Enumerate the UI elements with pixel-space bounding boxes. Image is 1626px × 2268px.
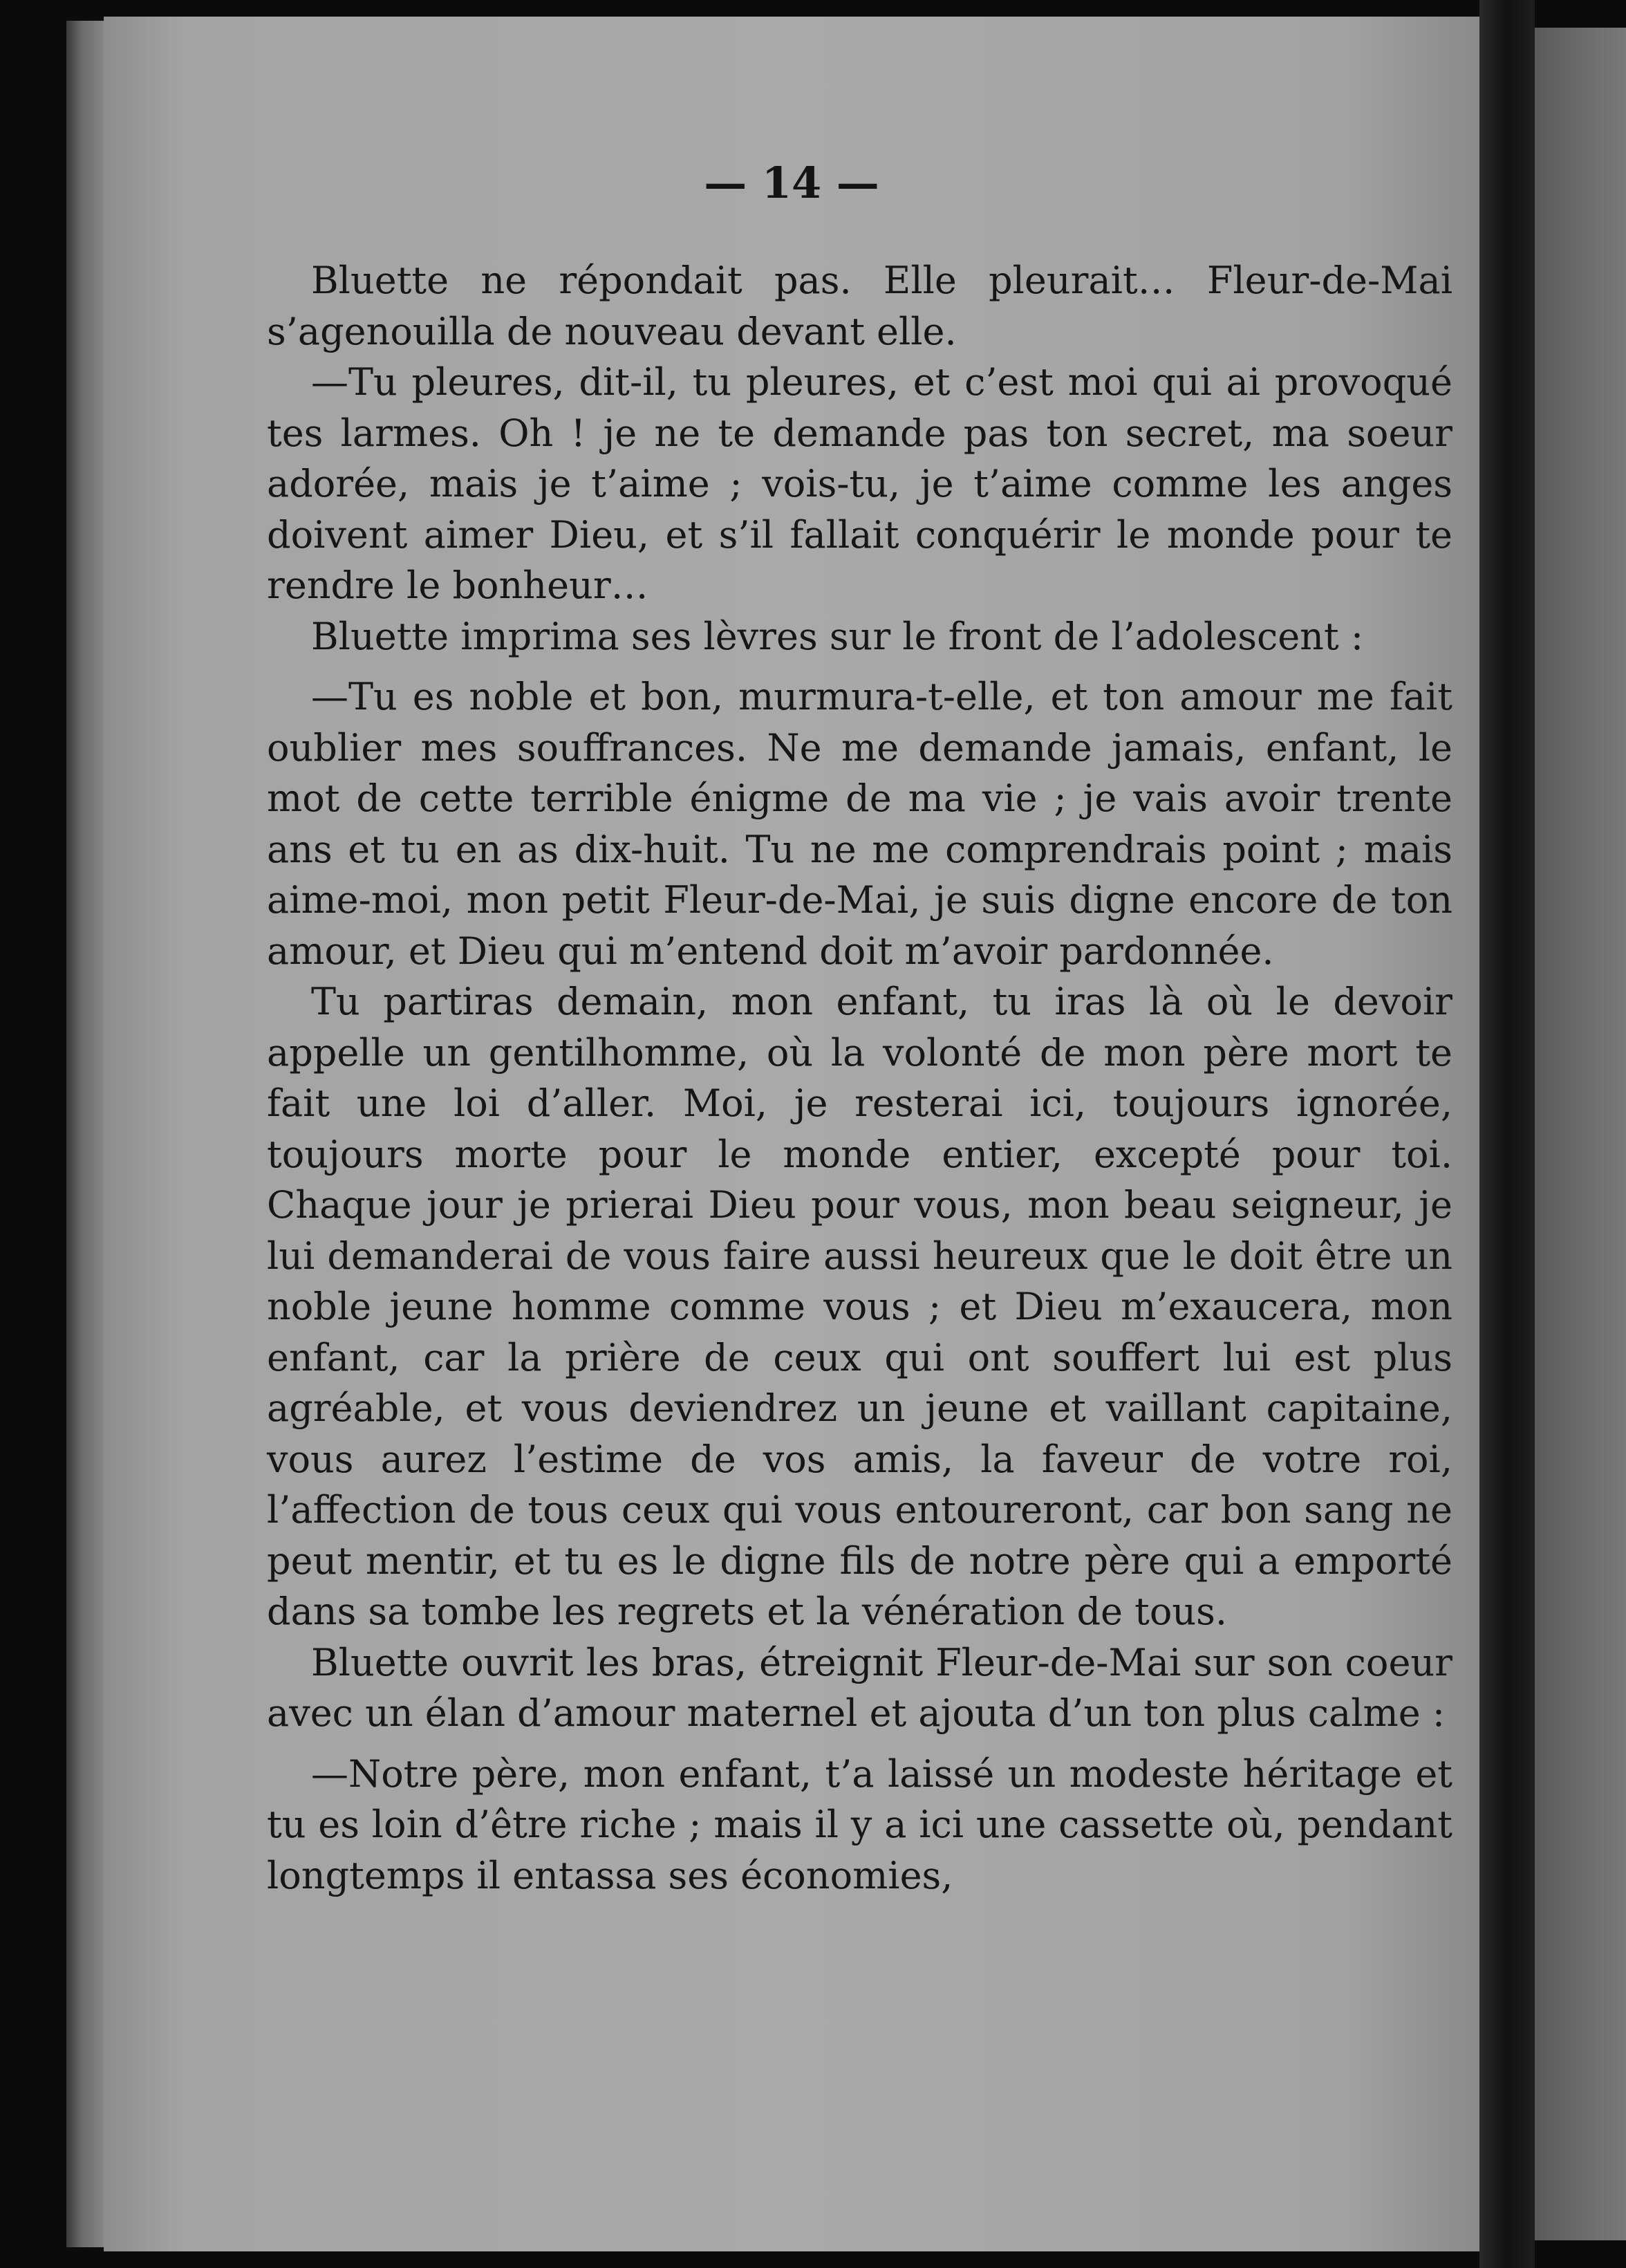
book-cover-edge <box>66 21 108 2247</box>
paragraph: —Tu es noble et bon, murmura-t-elle, et ton amour me fait oublier mes souffrances. Ne me demande jamais, enfant, le mot de cette terrible énigme de ma vie ; je vais avoir trente ans et tu en as dix-huit. Tu ne me comprendrais point ; mais aime-moi, mon petit Fleur-de-Mai, je suis digne encore de ton amour, et Dieu qui m’entend doit m’avoir pardonnée. <box>267 675 1452 973</box>
paragraph: Tu partiras demain, mon enfant, tu iras là où le devoir appelle un gentilhomme, où la volonté de mon père mort te fait une loi d’aller. Moi, je resterai ici, toujours ignorée, toujours morte pour le monde entier, excepté pour toi. Chaque jour je prierai Dieu pour vous, mon beau seigneur, je lui demanderai de vous faire aussi heureux que le doit être un noble jeune homme comme vous ; et Dieu m’exaucera, mon enfant, car la prière de ceux qui ont souffert lui est plus agréable, et vous deviendrez un jeune et vaillant capitaine, vous aurez l’estime de vos amis, la faveur de votre roi, l’affection de tous ceux qui vous entoureront, car bon sang ne peut mentir, et tu es le digne fils de notre père qui a emporté dans sa tombe les regrets et la vénération de tous. <box>267 980 1452 1633</box>
adjacent-page-edge <box>1535 28 1626 2240</box>
body-text <box>267 255 1452 1901</box>
book-page <box>104 17 1479 2251</box>
paragraph: Bluette ouvrit les bras, étreignit Fleur-de-Mai sur son coeur avec un élan d’amour maternel et ajouta d’un ton plus calme : <box>267 1640 1452 1735</box>
paragraph: Bluette ne répondait pas. Elle pleurait… Fleur-de-Mai s’agenouilla de nouveau devant elle. <box>267 259 1452 353</box>
page-number: — 14 — <box>704 158 879 208</box>
paragraph: —Tu pleures, dit-il, tu pleures, et c’est moi qui ai provoqué tes larmes. Oh ! je ne te demande pas ton secret, ma soeur adorée, mais je t’aime ; vois-tu, je t’aime comme les anges doivent aimer Dieu, et s’il fallait conquérir le monde pour te rendre le bonheur… <box>267 360 1452 607</box>
paragraph: —Notre père, mon enfant, t’a laissé un modeste héritage et tu es loin d’être riche ; mais il y a ici une cassette où, pendant longtemps il entassa ses économies, <box>267 1751 1452 1897</box>
book-spine <box>1479 0 1535 2268</box>
paragraph: Bluette imprima ses lèvres sur le front de l’adolescent : <box>311 614 1364 658</box>
